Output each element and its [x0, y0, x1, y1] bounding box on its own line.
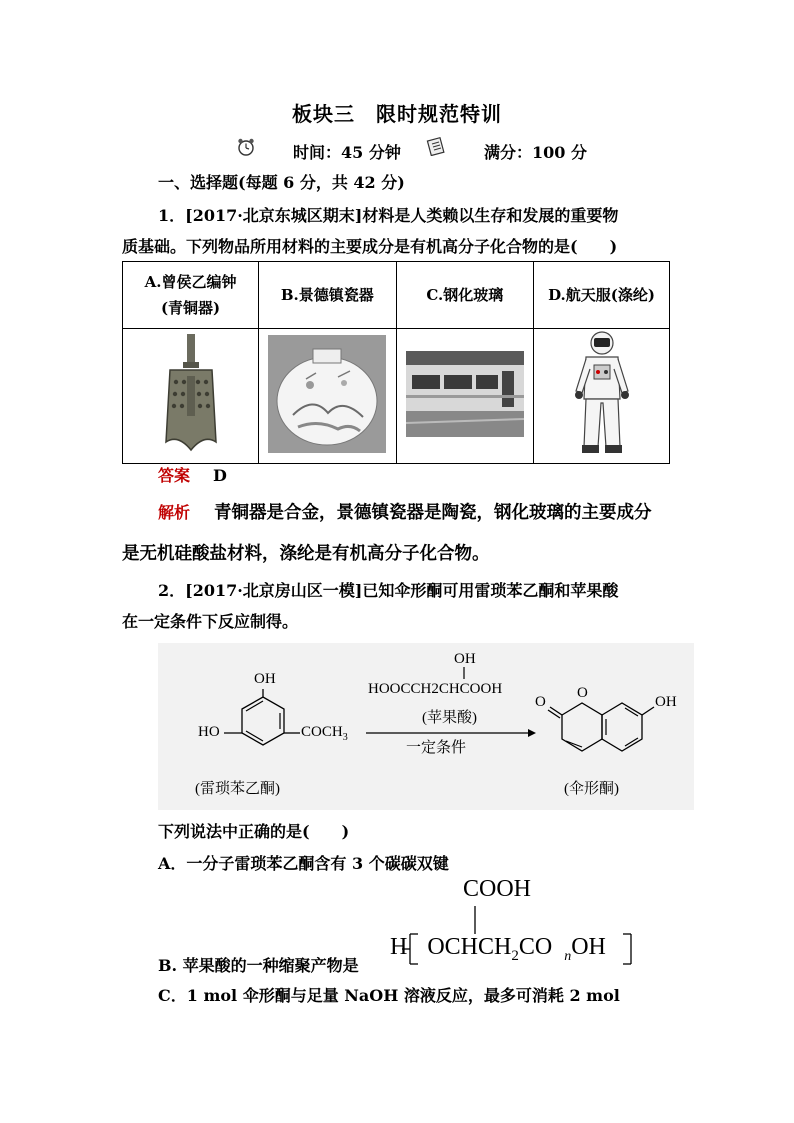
product-carbonyl-o: O [535, 694, 546, 710]
page-title: 板块三 限时规范特训 [292, 102, 502, 126]
option-d-label: D.航天服(涤纶) [548, 286, 655, 304]
reagent-name: (苹果酸) [422, 710, 477, 726]
alarm-clock-icon [236, 137, 256, 157]
option-c-label: C.钢化玻璃 [426, 286, 504, 304]
q1-stem-line2: 质基础。下列物品所用材料的主要成分是有机高分子化合物的是( ) [122, 237, 618, 256]
q2-stem-line2: 在一定条件下反应制得。 [122, 612, 299, 631]
bronze-bell-image [123, 329, 259, 464]
option-a-sublabel: (青铜器) [160, 299, 221, 317]
polymer-cooh: COOH [463, 876, 532, 902]
q2-option-c: C．1 mol 伞形酮与足量 NaOH 溶液反应，最多可消耗 2 mol [158, 986, 620, 1005]
analysis-line1: 青铜器是合金，景德镇瓷器是陶瓷，钢化玻璃的主要成分 [214, 503, 652, 523]
q2-stem-line1: 2．[2017·北京房山区一模]已知伞形酮可用雷琐苯乙酮和苹果酸 [158, 581, 619, 600]
analysis-label: 解析 [158, 503, 191, 522]
time-label: 时间：45 分钟 [293, 143, 401, 162]
option-b-label: B.景德镇瓷器 [280, 286, 374, 304]
q2-question: 下列说法中正确的是( ) [158, 822, 350, 841]
polymer-h: H [390, 934, 408, 960]
option-c-cell [396, 262, 533, 329]
spacesuit-image [534, 329, 670, 464]
exam-paper-icon [426, 136, 448, 156]
reagent-oh: OH [454, 651, 476, 667]
reaction-condition: 一定条件 [406, 740, 467, 756]
tempered-glass-train-image [396, 329, 533, 464]
option-a-cell [123, 262, 259, 329]
q2-option-b-text: B. 苹果酸的一种缩聚产物是 [158, 956, 359, 975]
reactant-acyl: $COCH_3$ [301, 724, 348, 743]
reagent-formula: HOOCCH2CHCOOH [368, 681, 503, 697]
section-heading: 一、选择题(每题 6 分，共 42 分) [158, 173, 405, 192]
polymer-co: CO [518, 934, 553, 960]
reaction-scheme [158, 643, 694, 810]
polymer-oh: OH [571, 934, 606, 960]
reactant-name: (雷琐苯乙酮) [195, 781, 280, 797]
polymer-formula [390, 934, 606, 965]
analysis-line2: 是无机硅酸盐材料，涤纶是有机高分子化合物。 [122, 544, 490, 564]
option-b-cell [259, 262, 396, 329]
q1-stem-line1: 1．[2017·北京东城区期末]材料是人类赖以生存和发展的重要物 [158, 206, 619, 225]
answer-value: D [213, 466, 227, 485]
product-name: (伞形酮) [564, 781, 619, 797]
q2-option-a: A．一分子雷琐苯乙酮含有 3 个碳碳双键 [158, 854, 449, 873]
reactant-ho: HO [198, 724, 220, 740]
porcelain-vase-image [259, 329, 396, 464]
answer-label: 答案 [158, 466, 191, 485]
score-label: 满分：100 分 [484, 143, 587, 162]
product-oh: OH [655, 694, 677, 710]
reactant-oh: OH [254, 671, 276, 687]
q1-options-table [122, 261, 670, 464]
option-a-label: A.曾侯乙编钟 [144, 273, 237, 291]
product-ring-o: O [577, 685, 588, 701]
polymer-sub2: 2 [511, 947, 519, 964]
polymer-n: n [564, 948, 572, 964]
polymer-body: OCHCH [427, 934, 512, 960]
option-d-cell [534, 262, 670, 329]
